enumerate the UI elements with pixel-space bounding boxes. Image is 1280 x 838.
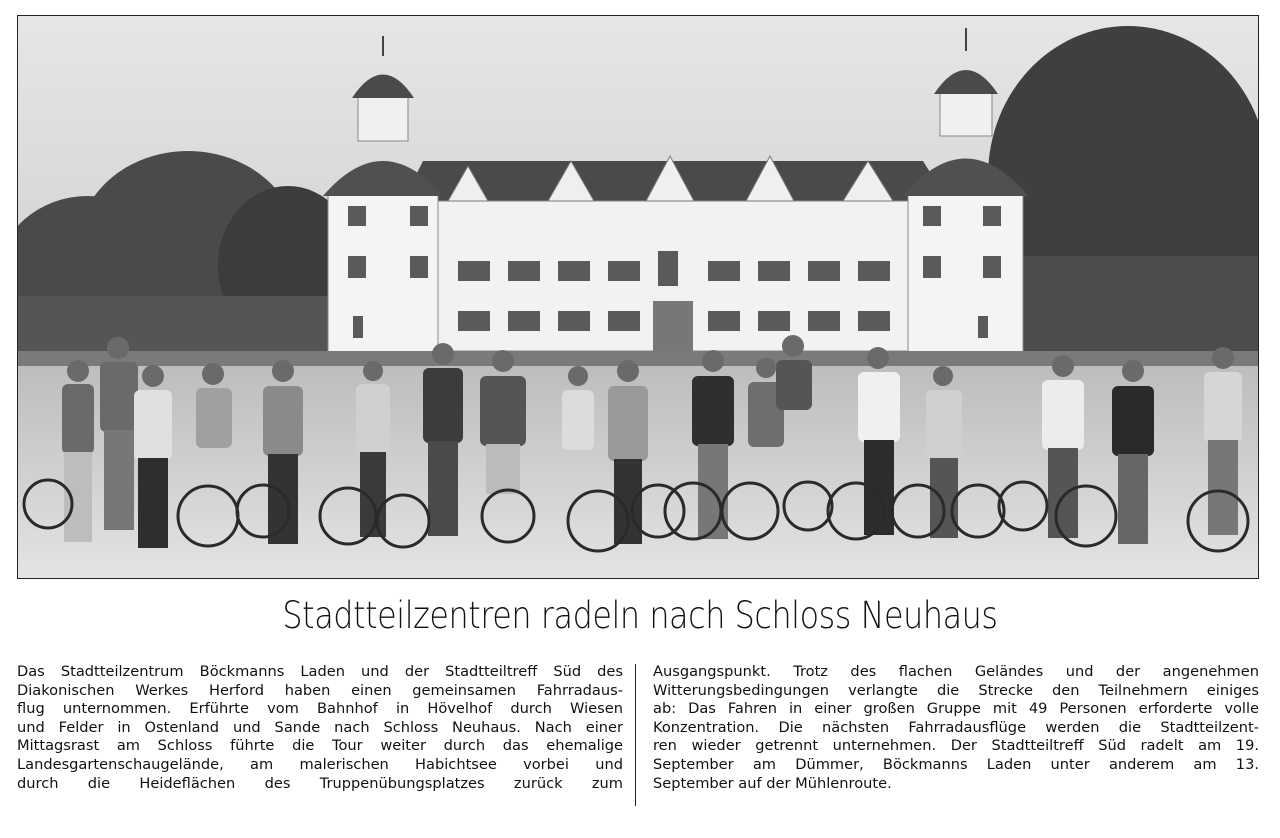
text-line: Konzentration. Die nächsten Fahrradausflüge werden die Stadtteilzent- xyxy=(653,718,1259,736)
text-line: Witterungsbedingungen verlangte die Strecke den Teilnehmern einiges xyxy=(653,681,1259,699)
column-divider xyxy=(635,664,636,806)
text-line: Das Stadtteilzentrum Böckmanns Laden und der Stadtteiltreff Süd des xyxy=(17,663,623,680)
text-line: flug unternommen. Erführte vom Bahnhof in Hövelhof durch Wiesen xyxy=(17,700,623,718)
text-line: ren wieder getrennt unternehmen. Der Stadtteiltreff Süd radelt am 19. xyxy=(653,737,1259,755)
text-line: Ausgangspunkt. Trotz des flachen Geländes und der angenehmen xyxy=(653,663,1259,680)
article-photo xyxy=(17,15,1259,579)
text-line: Landesgartenschaugelände, am malerischen Habichtsee vorbei und xyxy=(17,755,623,773)
article-column-left xyxy=(17,663,623,793)
text-line: September auf der Mühlenroute. xyxy=(653,774,892,792)
text-line: und Felder in Ostenland und Sande nach Schloss Neuhaus. Nach einer xyxy=(17,718,623,736)
article-headline: Stadtteilzentren radeln nach Schloss Neuhaus xyxy=(282,594,998,637)
text-line: Mittagsrast am Schloss führte die Tour weiter durch das ehemalige xyxy=(17,737,623,755)
article-column-right xyxy=(653,663,1259,793)
text-line: September am Dümmer, Böckmanns Laden unter anderem am 13. xyxy=(653,755,1259,773)
castle-group-photo xyxy=(18,16,1259,579)
text-line: Diakonischen Werkes Herford haben einen gemeinsamen Fahrradaus- xyxy=(17,681,623,699)
text-line: durch die Heideflächen des Truppenübungsplatzes zurück zum xyxy=(17,774,623,792)
text-line: ab: Das Fahren in einer großen Gruppe mit 49 Personen erforderte volle xyxy=(653,700,1259,718)
trees-right xyxy=(988,26,1259,356)
